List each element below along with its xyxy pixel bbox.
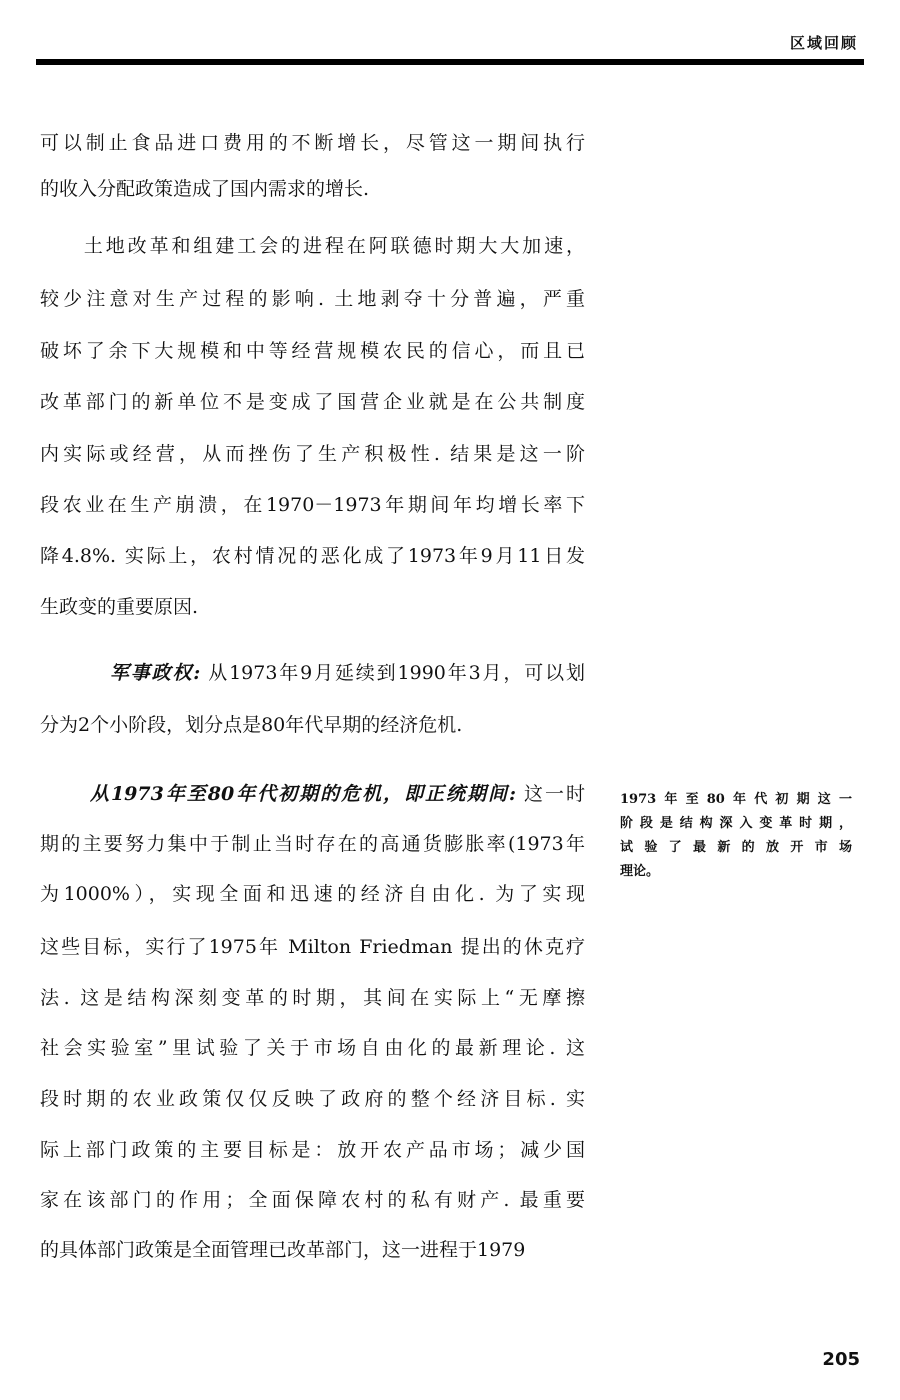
text-line: 社会实验室”里试验了关于市场自由化的最新理论. 这	[40, 1037, 585, 1059]
margin-note-line: 试验了最新的放开市场	[620, 840, 852, 855]
margin-note	[620, 788, 852, 884]
text-line: 的收入分配政策造成了国内需求的增长.	[40, 178, 370, 200]
text-line: 段农业在生产崩溃，在1970－1973年期间年均增长率下	[40, 494, 585, 516]
text-line: 际上部门政策的主要目标是：放开农产品市场；减少国	[40, 1139, 585, 1161]
text-line: 法. 这是结构深刻变革的时期，其间在实际上“无摩擦	[40, 987, 585, 1009]
text-line: 的具体部门政策是全面管理已改革部门，这一进程于1979	[40, 1239, 526, 1261]
page-number: 205	[822, 1349, 860, 1370]
text-line	[40, 782, 585, 806]
margin-note-line: 1973年至80年代初期这一	[620, 792, 852, 807]
text-line: 降4.8%. 实际上，农村情况的恶化成了1973年9月11日发	[40, 545, 585, 567]
section-title: 区域回顾	[789, 34, 858, 52]
text-line: 较少注意对生产过程的影响. 土地剥夺十分普遍，严重	[40, 288, 585, 310]
text-line: 可以制止食品进口费用的不断增长，尽管这一期间执行	[40, 132, 585, 154]
text-line: 家在该部门的作用；全面保障农村的私有财产. 最重要	[40, 1189, 585, 1211]
text-line: 改革部门的新单位不是变成了国营企业就是在公共制度	[40, 391, 585, 413]
text-line: 段时期的农业政策仅仅反映了政府的整个经济目标. 实	[40, 1088, 585, 1110]
margin-note-line: 理论。	[620, 864, 660, 879]
text-span: 这一时	[516, 783, 585, 805]
text-line: 这些目标，实行了1975年 Milton Friedman 提出的休克疗	[40, 936, 585, 958]
text-line: 破坏了余下大规模和中等经营规模农民的信心，而且已	[40, 340, 585, 362]
text-line: 分为2个小阶段，划分点是80年代早期的经济危机.	[40, 714, 463, 736]
margin-note-line: 阶段是结构深入变革时期，	[620, 816, 852, 831]
text-line: 生政变的重要原因.	[40, 596, 199, 618]
text-line	[40, 661, 585, 685]
paragraph-lead-in: 军事政权:	[108, 662, 201, 684]
text-line: 为1000%），实现全面和迅速的经济自由化. 为了实现	[40, 883, 585, 905]
text-line: 土地改革和组建工会的进程在阿联德时期大大加速，	[40, 235, 585, 257]
header-rule	[36, 59, 864, 65]
text-line: 期的主要努力集中于制止当时存在的高通货膨胀率(1973年	[40, 833, 585, 855]
paragraph-lead-in: 从1973年至80年代初期的危机，即正统期间:	[88, 783, 516, 805]
text-span: 从1973年9月延续到1990年3月，可以划	[200, 662, 585, 684]
text-line: 内实际或经营，从而挫伤了生产积极性. 结果是这一阶	[40, 443, 585, 465]
